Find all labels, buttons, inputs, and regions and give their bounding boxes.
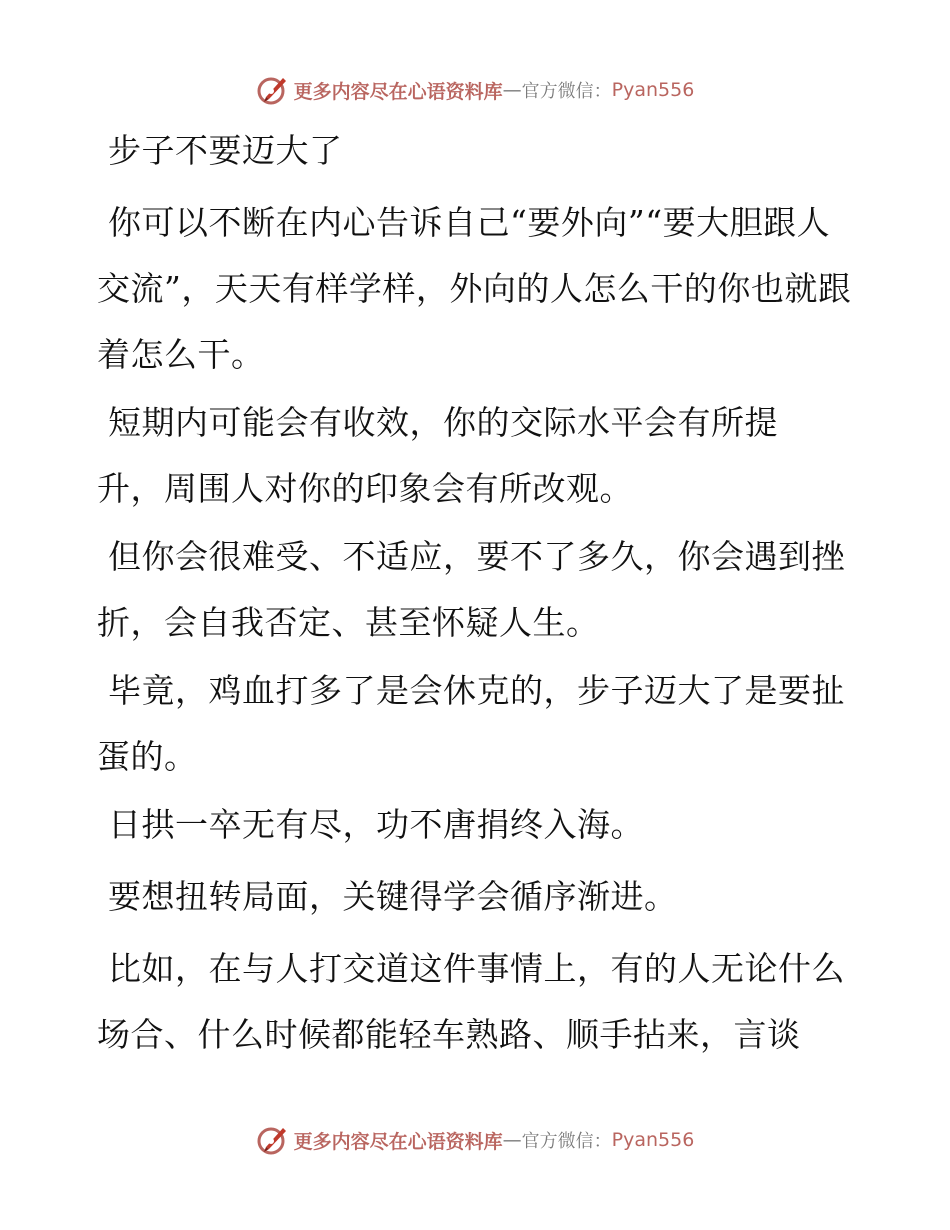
quill-pen-logo-icon	[256, 1123, 290, 1157]
document-body	[97, 118, 857, 1070]
watermark-wechat-id: Pyan556	[611, 1129, 695, 1151]
header-watermark	[0, 70, 950, 110]
paragraph-4: 但你会很难受、不适应，要不了多久，你会遇到挫折，会自我否定、甚至怀疑人生。	[97, 537, 845, 642]
watermark-brand-text: 更多内容尽在心语资料库	[293, 80, 503, 103]
paragraph-5: 毕竟，鸡血打多了是会休克的，步子迈大了是要扯蛋的。	[97, 671, 845, 776]
paragraph-2: 你可以不断在内心告诉自己“要外向”“要大胆跟人交流”，天天有样学样，外向的人怎么干的你也就跟着怎么干。	[97, 203, 852, 374]
watermark-wechat-label: 官方微信：	[521, 1131, 612, 1152]
watermark-separator: —	[502, 79, 522, 101]
footer-watermark	[0, 1120, 950, 1160]
paragraph-1: 步子不要迈大了	[97, 131, 343, 170]
paragraph-7: 要想扭转局面，关键得学会循序渐进。	[97, 877, 678, 916]
watermark-wechat-label: 官方微信：	[521, 81, 612, 102]
paragraph-6: 日拱一卒无有尽，功不唐捐终入海。	[97, 805, 644, 844]
paragraph-8: 比如，在与人打交道这件事情上，有的人无论什么场合、什么时候都能轻车熟路、顺手拈来，言谈	[97, 949, 845, 1054]
watermark-wechat-id: Pyan556	[611, 79, 695, 101]
watermark-brand-text: 更多内容尽在心语资料库	[293, 1130, 503, 1153]
paragraph-3: 短期内可能会有收效，你的交际水平会有所提 升，周围人对你的印象会有所改观。	[97, 403, 778, 508]
quill-pen-logo-icon	[256, 73, 290, 107]
watermark-separator: —	[502, 1129, 522, 1151]
